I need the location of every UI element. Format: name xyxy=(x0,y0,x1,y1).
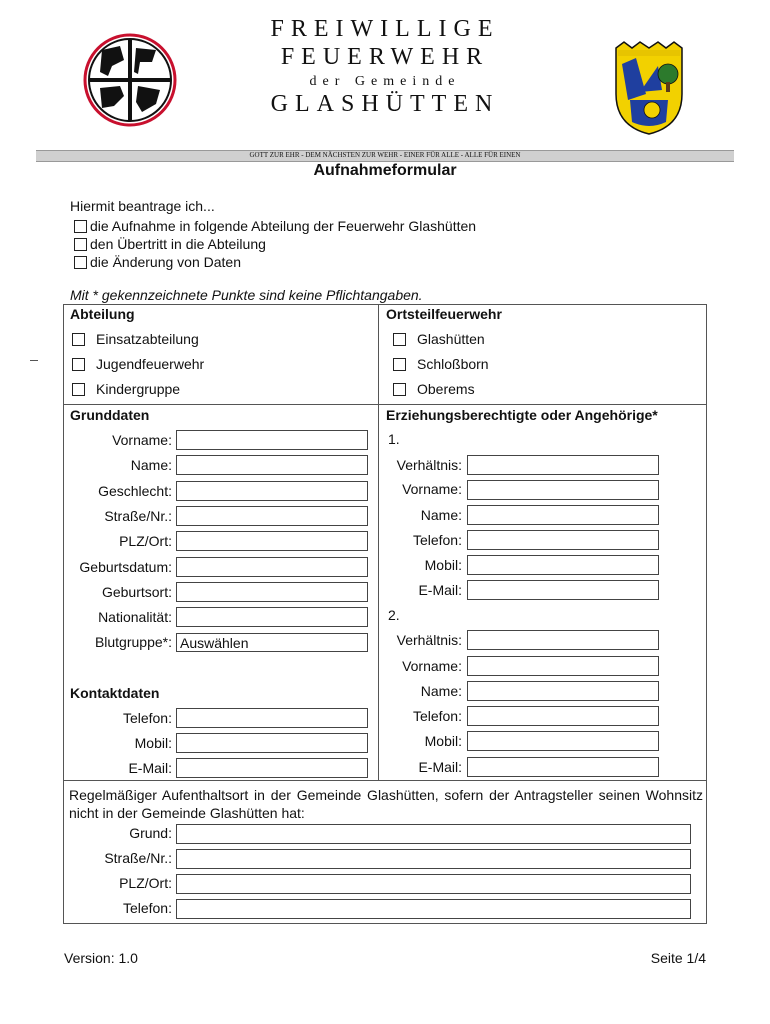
grund-label: Grund: xyxy=(129,825,172,841)
kindergruppe-label: Kindergruppe xyxy=(96,381,181,397)
aenderung-label: die Änderung von Daten xyxy=(90,254,241,270)
p2-vorname-input[interactable] xyxy=(467,656,659,676)
geschlecht-label: Geschlecht: xyxy=(98,483,172,499)
p1-email-input[interactable] xyxy=(467,580,659,600)
aufenthalt-telefon-input[interactable] xyxy=(176,899,691,919)
aufnahme-checkbox[interactable] xyxy=(74,220,87,233)
jugendfeuerwehr-label: Jugendfeuerwehr xyxy=(96,356,205,372)
p1-mobil-label: Mobil: xyxy=(424,557,462,573)
p1-telefon-input[interactable] xyxy=(467,530,659,550)
ortsteil-heading: Ortsteilfeuerwehr xyxy=(386,306,502,322)
form-title: Aufnahmeformular xyxy=(313,162,457,179)
nationalitaet-label: Nationalität: xyxy=(98,609,172,625)
p2-email-input[interactable] xyxy=(467,757,659,777)
p2-name-input[interactable] xyxy=(467,681,659,701)
plz-ort-input[interactable] xyxy=(176,531,368,551)
aufenthalt-strasse-label: Straße/Nr.: xyxy=(104,850,172,866)
strasse-label: Straße/Nr.: xyxy=(104,508,172,524)
uebertritt-checkbox[interactable] xyxy=(74,238,87,251)
margin-mark xyxy=(30,360,38,361)
p2-telefon-input[interactable] xyxy=(467,706,659,726)
aufenthalt-strasse-input[interactable] xyxy=(176,849,691,869)
table-middle-divider xyxy=(378,304,379,780)
p1-email-label: E-Mail: xyxy=(418,582,462,598)
header-title-line4: GLASHÜTTEN xyxy=(270,91,500,117)
version-text: Version: 1.0 xyxy=(64,950,138,966)
kontakt-mobil-label: Mobil: xyxy=(134,735,172,751)
p1-verhaeltnis-label: Verhältnis: xyxy=(396,457,462,473)
p1-telefon-label: Telefon: xyxy=(412,532,462,548)
person1-number: 1. xyxy=(388,431,400,447)
p1-vorname-input[interactable] xyxy=(467,480,659,500)
vorname-input[interactable] xyxy=(176,430,368,450)
p2-verhaeltnis-input[interactable] xyxy=(467,630,659,650)
geburtsort-label: Geburtsort: xyxy=(101,584,172,600)
p2-vorname-label: Vorname: xyxy=(402,658,462,674)
table-top-border xyxy=(63,304,707,305)
name-label: Name: xyxy=(130,457,172,473)
required-note: Mit * gekennzeichnete Punkte sind keine Pflichtangaben. xyxy=(70,287,423,303)
kontakt-telefon-input[interactable] xyxy=(176,708,368,728)
header-title-line3: der Gemeinde xyxy=(309,74,461,89)
geburtsdatum-label: Geburtsdatum: xyxy=(79,559,172,575)
glashuetten-label: Glashütten xyxy=(417,331,485,347)
p2-verhaeltnis-label: Verhältnis: xyxy=(396,632,462,648)
p2-telefon-label: Telefon: xyxy=(412,708,462,724)
table-lower-divider xyxy=(63,780,707,781)
p1-vorname-label: Vorname: xyxy=(402,481,462,497)
kontakt-email-input[interactable] xyxy=(176,758,368,778)
aufenthalt-telefon-label: Telefon: xyxy=(122,900,172,916)
person2-number: 2. xyxy=(388,607,400,623)
blutgruppe-label: Blutgruppe*: xyxy=(94,634,172,650)
jugendfeuerwehr-checkbox[interactable] xyxy=(72,358,85,371)
header-title-line2: FEUERWEHR xyxy=(280,44,490,70)
p1-name-label: Name: xyxy=(420,507,462,523)
p1-mobil-input[interactable] xyxy=(467,555,659,575)
table-right-border xyxy=(706,304,707,924)
aenderung-checkbox[interactable] xyxy=(74,256,87,269)
grund-input[interactable] xyxy=(176,824,691,844)
p2-email-label: E-Mail: xyxy=(418,759,462,775)
aufenthalt-plz-ort-label: PLZ/Ort: xyxy=(119,875,172,891)
strasse-input[interactable] xyxy=(176,506,368,526)
p2-name-label: Name: xyxy=(420,683,462,699)
nationalitaet-input[interactable] xyxy=(176,607,368,627)
grunddaten-heading: Grunddaten xyxy=(70,407,150,423)
kontakt-mobil-input[interactable] xyxy=(176,733,368,753)
kontakt-telefon-label: Telefon: xyxy=(122,710,172,726)
motto-text: GOTT ZUR EHR - DEM NÄCHSTEN ZUR WEHR - EINER FÜR ALLE - ALLE FÜR EINEN xyxy=(249,151,521,159)
uebertritt-label: den Übertritt in die Abteilung xyxy=(90,236,266,252)
einsatzabteilung-checkbox[interactable] xyxy=(72,333,85,346)
table-bottom-border xyxy=(63,923,707,924)
aufenthalt-plz-ort-input[interactable] xyxy=(176,874,691,894)
page-number: Seite 1/4 xyxy=(650,950,706,966)
oberems-label: Oberems xyxy=(417,381,475,397)
kindergruppe-checkbox[interactable] xyxy=(72,383,85,396)
einsatzabteilung-label: Einsatzabteilung xyxy=(96,331,199,347)
p1-verhaeltnis-input[interactable] xyxy=(467,455,659,475)
schlossborn-checkbox[interactable] xyxy=(393,358,406,371)
aufnahme-label: die Aufnahme in folgende Abteilung der Feuerwehr Glashütten xyxy=(90,218,477,234)
table-row-divider xyxy=(63,404,707,405)
p2-mobil-label: Mobil: xyxy=(424,733,462,749)
name-input[interactable] xyxy=(176,455,368,475)
blutgruppe-select[interactable]: Auswählen xyxy=(176,633,368,652)
p2-mobil-input[interactable] xyxy=(467,731,659,751)
glashuetten-checkbox[interactable] xyxy=(393,333,406,346)
aufenthalt-description: Regelmäßiger Aufenthaltsort in der Gemeinde Glashütten, sofern der Antragsteller seinen Wohnsitz nicht in der Gemeinde Glashütten hat: xyxy=(69,787,703,821)
p1-name-input[interactable] xyxy=(467,505,659,525)
oberems-checkbox[interactable] xyxy=(393,383,406,396)
erziehung-heading: Erziehungsberechtigte oder Angehörige* xyxy=(386,407,658,423)
table-left-border xyxy=(63,304,64,924)
intro-lead: Hiermit beantrage ich... xyxy=(70,198,215,214)
kontaktdaten-heading: Kontaktdaten xyxy=(70,685,160,701)
schlossborn-label: Schloßborn xyxy=(417,356,489,372)
header-title-line1: FREIWILLIGE xyxy=(270,16,500,42)
plz-ort-label: PLZ/Ort: xyxy=(119,533,172,549)
geburtsort-input[interactable] xyxy=(176,582,368,602)
geschlecht-input[interactable] xyxy=(176,481,368,501)
vorname-label: Vorname: xyxy=(112,432,172,448)
geburtsdatum-input[interactable] xyxy=(176,557,368,577)
kontakt-email-label: E-Mail: xyxy=(128,760,172,776)
abteilung-heading: Abteilung xyxy=(70,306,135,322)
